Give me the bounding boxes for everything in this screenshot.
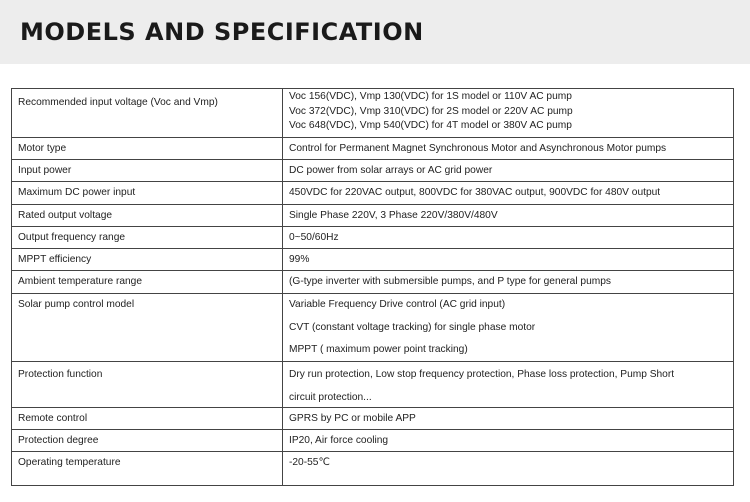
row-label: Output frequency range (12, 227, 283, 249)
value-line: DC power from solar arrays or AC grid power (289, 165, 493, 176)
value-line: 450VDC for 220VAC output, 800VDC for 380VAC output, 900VDC for 480V output (289, 187, 661, 198)
row-value (283, 362, 734, 408)
row-value (283, 205, 734, 227)
table-row (12, 227, 734, 249)
value-line: (G-type inverter with submersible pumps, and P type for general pumps (289, 276, 612, 287)
table-row (12, 430, 734, 452)
value-line: Control for Permanent Magnet Synchronous Motor and Asynchronous Motor pumps (289, 143, 667, 154)
table-row (12, 271, 734, 294)
row-label: Motor type (12, 138, 283, 160)
row-label: Remote control (12, 408, 283, 430)
row-value (283, 408, 734, 430)
row-value (283, 249, 734, 271)
row-label: Protection function (12, 362, 283, 408)
value-line: CVT (constant voltage tracking) for single phase motor (289, 321, 536, 333)
row-label: Ambient temperature range (12, 271, 283, 294)
row-value (283, 430, 734, 452)
row-label: Operating temperature (12, 452, 283, 486)
row-label: Maximum DC power input (12, 182, 283, 205)
spec-table (11, 88, 734, 486)
row-label: Input power (12, 160, 283, 182)
table-row (12, 205, 734, 227)
table-row (12, 182, 734, 205)
page-title: MODELS AND SPECIFICATION (20, 18, 424, 46)
row-label: Recommended input voltage (Voc and Vmp) (12, 89, 283, 138)
row-label: Protection degree (12, 430, 283, 452)
table-row (12, 249, 734, 271)
value-line: Voc 372(VDC), Vmp 310(VDC) for 2S model or 220V AC pump (289, 105, 573, 117)
value-line: MPPT ( maximum power point tracking) (289, 344, 468, 355)
table-row (12, 294, 734, 362)
row-value (283, 294, 734, 362)
table-row (12, 362, 734, 408)
value-line: Single Phase 220V, 3 Phase 220V/380V/480V (289, 210, 498, 221)
table-row (12, 160, 734, 182)
table-row (12, 138, 734, 160)
row-value (283, 138, 734, 160)
row-label: Rated output voltage (12, 205, 283, 227)
row-value (283, 452, 734, 486)
value-line: Voc 156(VDC), Vmp 130(VDC) for 1S model or 110V AC pump (289, 91, 572, 102)
table-row (12, 408, 734, 430)
page-header (0, 0, 750, 64)
value-line: circuit protection... (289, 391, 372, 403)
row-label: MPPT efficiency (12, 249, 283, 271)
value-line: GPRS by PC or mobile APP (289, 413, 416, 424)
value-line: Voc 648(VDC), Vmp 540(VDC) for 4T model or 380V AC pump (289, 120, 572, 131)
row-value (283, 271, 734, 294)
value-line: Variable Frequency Drive control (AC grid input) (289, 299, 506, 310)
row-value (283, 160, 734, 182)
value-line: 0~50/60Hz (289, 232, 339, 243)
row-label: Solar pump control model (12, 294, 283, 362)
table-row (12, 89, 734, 138)
value-line: Dry run protection, Low stop frequency protection, Phase loss protection, Pump Short (289, 369, 675, 380)
value-line: -20-55℃ (289, 457, 330, 468)
table-row (12, 452, 734, 486)
row-value (283, 182, 734, 205)
value-line: 99% (289, 254, 310, 265)
row-value (283, 227, 734, 249)
value-line: IP20, Air force cooling (289, 435, 389, 446)
row-value (283, 89, 734, 138)
